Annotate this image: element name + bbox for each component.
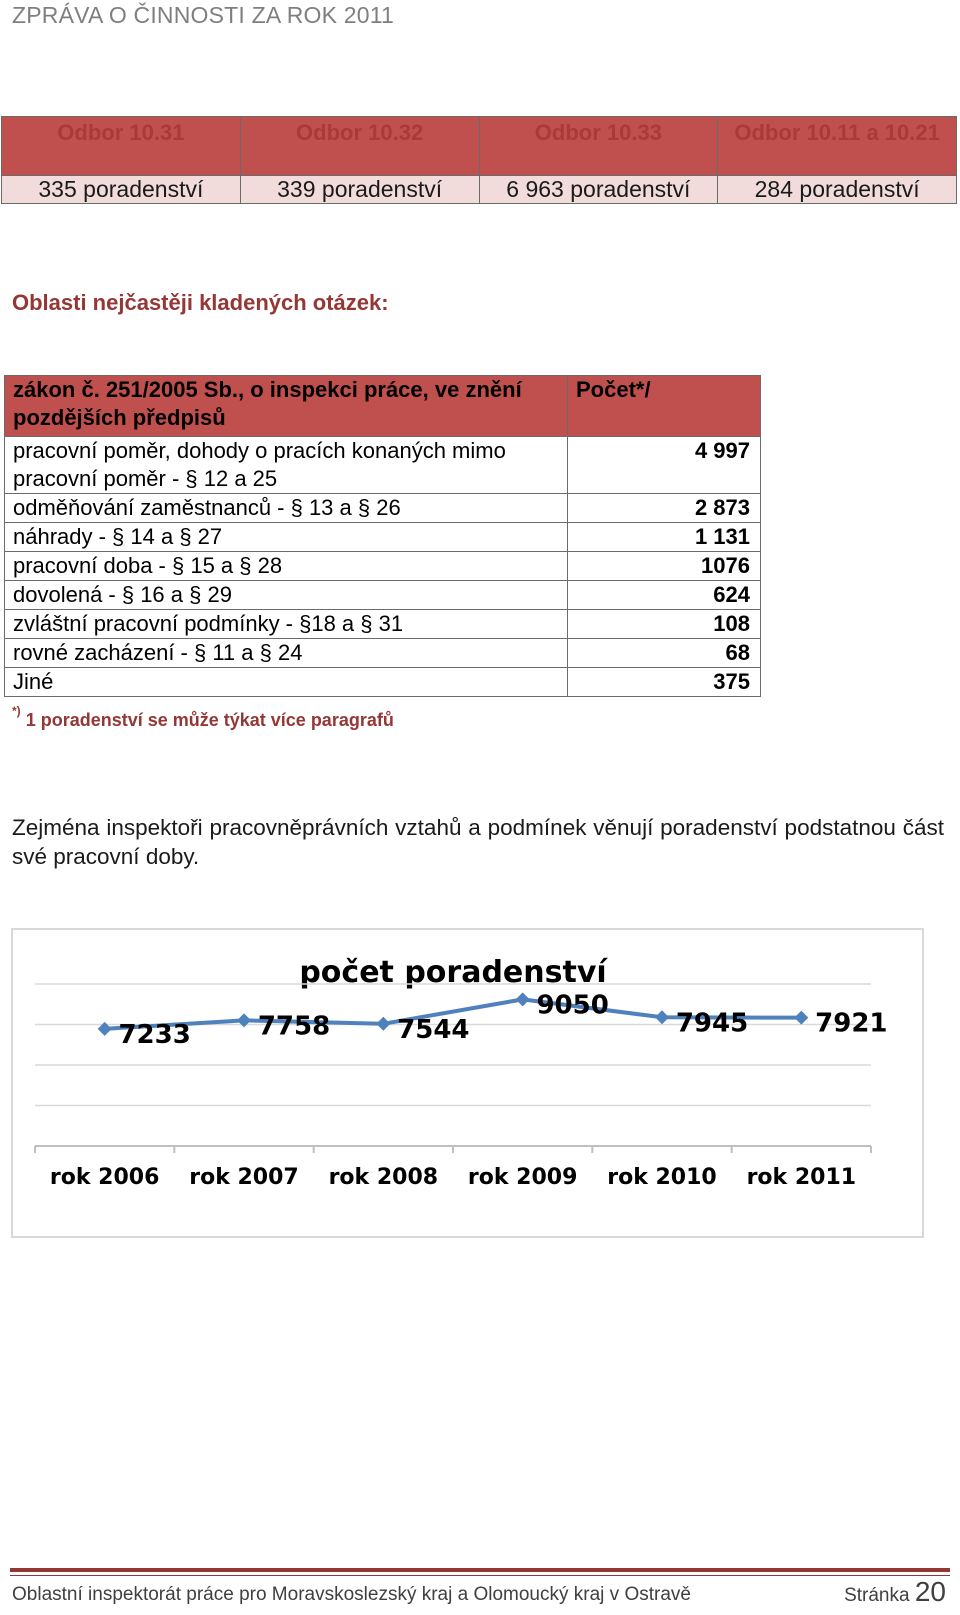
data-point-marker	[655, 1010, 669, 1024]
topic-label: dovolená - § 16 a § 29	[5, 581, 568, 610]
topic-label: Jiné	[5, 668, 568, 697]
x-tick-label: rok 2011	[746, 1165, 857, 1190]
department-header: Odbor 10.31	[2, 117, 241, 176]
department-value: 284 poradenství	[718, 176, 957, 204]
table-row	[5, 639, 761, 668]
footer-page	[844, 1576, 946, 1608]
topics-header-law: zákon č. 251/2005 Sb., o inspekci práce, ve znění pozdějších předpisů	[5, 376, 568, 437]
topic-count: 108	[568, 610, 761, 639]
department-value: 6 963 poradenství	[479, 176, 718, 204]
topic-count: 2 873	[568, 494, 761, 523]
topic-count: 375	[568, 668, 761, 697]
topic-count: 1076	[568, 552, 761, 581]
footer-organization: Oblastní inspektorát práce pro Moravskoslezský kraj a Olomoucký kraj v Ostravě	[12, 1584, 691, 1605]
data-label: 7758	[257, 1011, 331, 1042]
x-tick-label: rok 2008	[328, 1165, 439, 1190]
body-paragraph: Zejména inspektoři pracovněprávních vztahů a podmínek věnují poradenství podstatnou část své pracovní doby.	[12, 815, 944, 869]
page-header-title: ZPRÁVA O ČINNOSTI ZA ROK 2011	[12, 2, 394, 28]
chart-frame	[11, 928, 924, 1238]
footer-divider-thin	[10, 1575, 950, 1576]
department-header: Odbor 10.11 a 10.21	[718, 117, 957, 176]
table-row	[5, 581, 761, 610]
topic-label: odměňování zaměstnanců - § 13 a § 26	[5, 494, 568, 523]
data-label: 7945	[675, 1008, 749, 1039]
topic-label: pracovní poměr, dohody o pracích konaných mimo pracovní poměr - § 12 a 25	[5, 437, 568, 494]
table-row	[5, 552, 761, 581]
footer-divider	[10, 1568, 950, 1572]
departments-header-row	[2, 117, 957, 176]
data-label: 7544	[397, 1014, 470, 1045]
table-row	[5, 494, 761, 523]
topic-count: 4 997	[568, 437, 761, 494]
footer-page-label: Stránka	[844, 1585, 910, 1606]
topic-label: zvláštní pracovní podmínky - §18 a § 31	[5, 610, 568, 639]
department-header: Odbor 10.33	[479, 117, 718, 176]
topics-header-count: Počet*/	[568, 376, 761, 437]
topic-count: 68	[568, 639, 761, 668]
x-tick-label: rok 2007	[189, 1165, 299, 1190]
departments-values-row	[2, 176, 957, 204]
topic-label: náhrady - § 14 a § 27	[5, 523, 568, 552]
data-label: 9050	[536, 990, 609, 1021]
chart-title: počet poradenství	[299, 955, 607, 990]
footnote-text: 1 poradenství se může týkat více paragrafů	[25, 710, 394, 730]
department-header: Odbor 10.32	[240, 117, 479, 176]
data-point-marker	[794, 1011, 808, 1025]
topic-label: pracovní doba - § 15 a § 28	[5, 552, 568, 581]
data-point-marker	[516, 992, 530, 1006]
departments-table	[1, 116, 957, 204]
table-row	[5, 610, 761, 639]
table-row	[5, 437, 761, 494]
topic-label: rovné zacházení - § 11 a § 24	[5, 639, 568, 668]
department-value: 339 poradenství	[240, 176, 479, 204]
data-point-marker	[376, 1017, 390, 1031]
topics-header-row	[5, 376, 761, 437]
x-tick-label: rok 2006	[49, 1165, 160, 1190]
table-row	[5, 523, 761, 552]
topic-count: 1 131	[568, 523, 761, 552]
footnote-marker: *)	[12, 704, 21, 718]
department-value: 335 poradenství	[2, 176, 241, 204]
table-row	[5, 668, 761, 697]
data-label: 7921	[815, 1008, 888, 1039]
data-label: 7233	[118, 1019, 191, 1050]
x-tick-label: rok 2010	[607, 1165, 717, 1190]
line-chart	[13, 930, 922, 1236]
table-footnote	[12, 704, 394, 731]
page-number: 20	[914, 1576, 946, 1607]
topic-count: 624	[568, 581, 761, 610]
areas-heading: Oblasti nejčastěji kladených otázek:	[12, 290, 389, 315]
x-tick-label: rok 2009	[467, 1165, 578, 1190]
topics-table	[4, 375, 761, 697]
